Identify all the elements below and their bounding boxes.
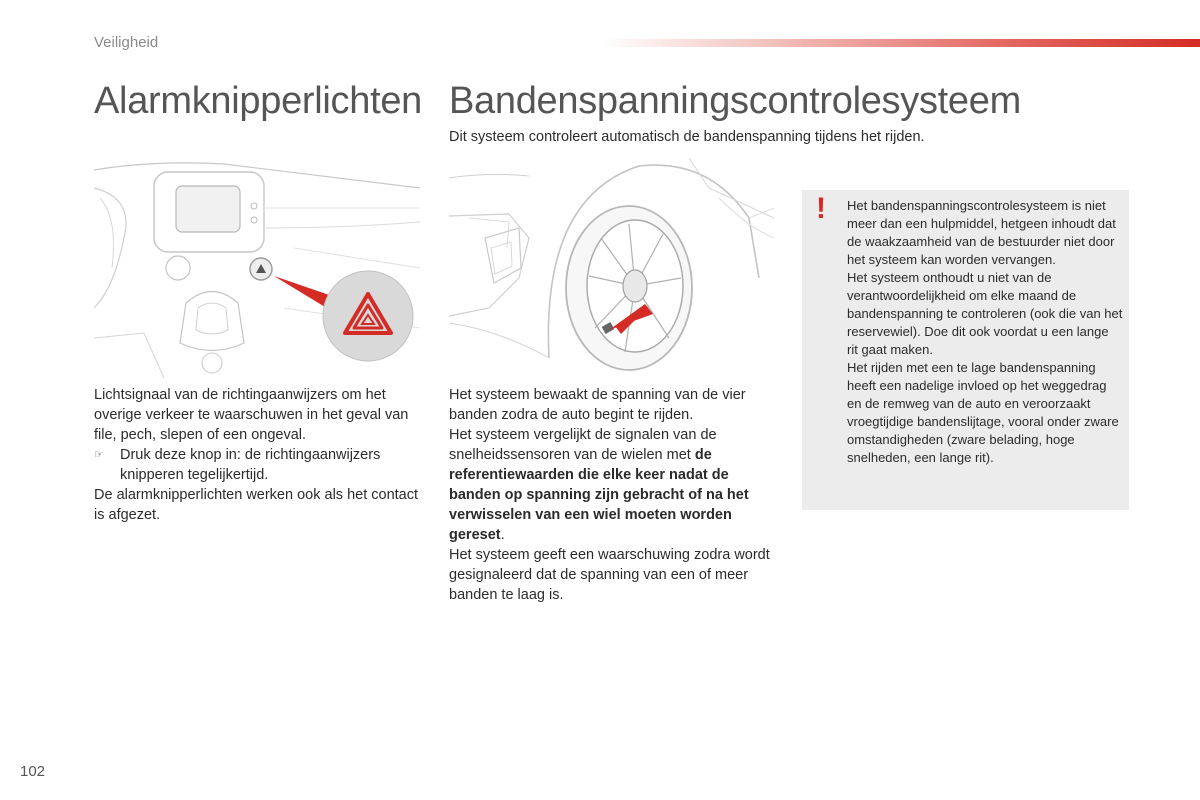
alarm-instruction-text: Druk deze knop in: de richtingaanwijzers knipperen tegelijkertijd. bbox=[120, 447, 381, 483]
wheel-sensor-illustration bbox=[449, 158, 774, 378]
alarm-paragraph: De alarmknipperlichten werken ook als het contact is afgezet. bbox=[94, 487, 418, 523]
warning-exclamation-icon: ! bbox=[816, 192, 826, 225]
header-accent-bar bbox=[600, 39, 1200, 47]
warning-paragraph: Het systeem onthoudt u niet van de verantwoordelijkheid om elke maand de bandenspanning te controleren (ook die van het reservewiel). Doe dit ook voordat u een lange rit gaat maken. bbox=[847, 270, 1123, 357]
warning-paragraph: Het bandenspanningscontrolesysteem is niet meer dan een hulpmiddel, hetgeen inhoudt dat de waakzaamheid van de bestuurder niet door het systeem kan worden vervangen. bbox=[847, 198, 1116, 267]
tpms-body bbox=[449, 385, 779, 605]
tpms-emphasis: de referentiewaarden die elke keer nadat de banden op spanning zijn gebracht of na het verwisselen van een wiel moeten worden gereset bbox=[449, 447, 749, 543]
warning-paragraph: Het rijden met een te lage bandenspanning heeft een nadelige invloed op het weggedrag en de remweg van de auto en veroorzaakt vroegtijdige bandenslijtage, vooral onder zware omstandigheden (zware belading, hoge snelheden, een lange rit). bbox=[847, 360, 1119, 465]
tpms-title: Bandenspanningscontrolesysteem bbox=[449, 80, 1021, 122]
tpms-paragraph: Het systeem geeft een waarschuwing zodra wordt gesignaleerd dat de spanning van een of meer banden te laag is. bbox=[449, 547, 770, 603]
warning-text bbox=[847, 197, 1123, 467]
alarm-body bbox=[94, 385, 424, 525]
pointing-finger-icon: ☞ bbox=[94, 449, 104, 461]
alarm-instruction bbox=[94, 445, 424, 485]
page-number: 102 bbox=[20, 763, 46, 780]
hazard-button-illustration bbox=[94, 158, 420, 378]
alarm-title: Alarmknipperlichten bbox=[94, 80, 423, 122]
tpms-paragraph-end: . bbox=[500, 527, 505, 543]
tpms-paragraph: Het systeem bewaakt de spanning van de vier banden zodra de auto begint te rijden. bbox=[449, 387, 746, 423]
tpms-paragraph bbox=[449, 425, 779, 545]
tpms-intro: Dit systeem controleert automatisch de bandenspanning tijdens het rijden. bbox=[449, 129, 925, 145]
tpms-paragraph-text: Het systeem vergelijkt de signalen van de snelheidssensoren van de wielen met bbox=[449, 427, 717, 463]
warning-box bbox=[802, 190, 1129, 510]
section-label: Veiligheid bbox=[94, 34, 159, 51]
alarm-paragraph: Lichtsignaal van de richtingaanwijzers om het overige verkeer te waarschuwen in het geval van file, pech, slepen of een ongeval. bbox=[94, 387, 409, 443]
